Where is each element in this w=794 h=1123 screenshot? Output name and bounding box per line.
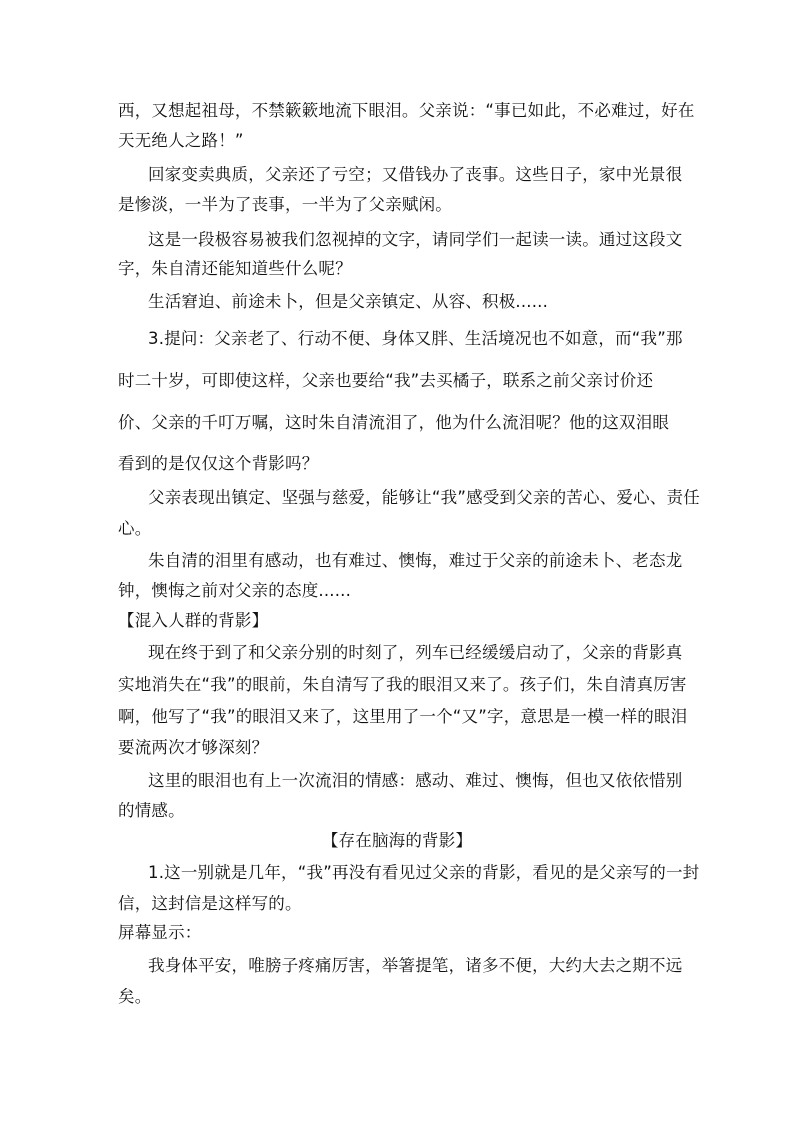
text-line: 1.这一别就是几年，“我”再没有看见过父亲的背影，看见的是父亲写的一封 (148, 863, 700, 882)
text-line: 屏幕显示： (118, 923, 202, 942)
text-line: 我身体平安，唯膀子疼痛厉害，举箸提笔，诸多不便，大约大去之期不远 (148, 956, 683, 975)
text-line: 时二十岁，可即使这样，父亲也要给“我”去买橘子，联系之前父亲讨价还 (118, 371, 654, 390)
text-line: 矣。 (118, 987, 152, 1006)
text-line: 字，朱自清还能知道些什么呢？ (118, 259, 352, 278)
text-line: 这是一段极容易被我们忽视掉的文字，请同学们一起读一读。通过这段文 (148, 230, 683, 249)
text-line: 天无绝人之路！” (118, 131, 244, 150)
text-line: 的情感。 (118, 801, 185, 820)
text-line: 看到的是仅仅这个背影吗？ (118, 454, 319, 473)
text-line: 3.提问：父亲老了、行动不便、身体又胖、生活境况也不如意，而“我”那 (148, 329, 683, 348)
text-line: 啊，他写了“我”的眼泪又来了，这里用了一个“又”字，意思是一模一样的眼泪 (118, 707, 688, 726)
text-line: 这里的眼泪也有上一次流泪的情感：感动、难过、懊悔，但也又依依惜别 (148, 771, 683, 790)
text-line: 现在终于到了和父亲分别的时刻了，列车已经缓缓启动了，父亲的背影真 (148, 643, 683, 662)
text-line: 实地消失在“我”的眼前，朱自清写了我的眼泪又来了。孩子们，朱自清真厉害 (118, 675, 687, 694)
text-line: 信，这封信是这样写的。 (118, 894, 302, 913)
text-line: 回家变卖典质，父亲还了亏空；又借钱办了丧事。这些日子，家中光景很 (148, 165, 683, 184)
text-line: 朱自清的泪里有感动，也有难过、懊悔，难过于父亲的前途未卜、老态龙 (148, 551, 683, 570)
section-heading-centered: 【存在脑海的背影】 (321, 831, 473, 850)
text-line: 钟，懊悔之前对父亲的态度...... (118, 581, 352, 600)
text-line: 父亲表现出镇定、坚强与慈爱，能够让“我”感受到父亲的苦心、爱心、责任 (148, 488, 700, 507)
text-line: 生活窘迫、前途未卜，但是父亲镇定、从容、积极...... (148, 292, 549, 311)
text-line: 心。 (118, 519, 152, 538)
text-line: 要流两次才够深刻？ (118, 738, 269, 757)
text-line: 价、父亲的千叮万嘱，这时朱自清流泪了，他为什么流泪呢？他的这双泪眼 (118, 413, 670, 432)
section-heading: 【混入人群的背影】 (118, 611, 269, 630)
text-line: 是惨淡，一半为了丧事，一半为了父亲赋闲。 (118, 195, 452, 214)
text-line: 西，又想起祖母，不禁簌簌地流下眼泪。父亲说：“事已如此，不必难过，好在 (118, 101, 695, 120)
